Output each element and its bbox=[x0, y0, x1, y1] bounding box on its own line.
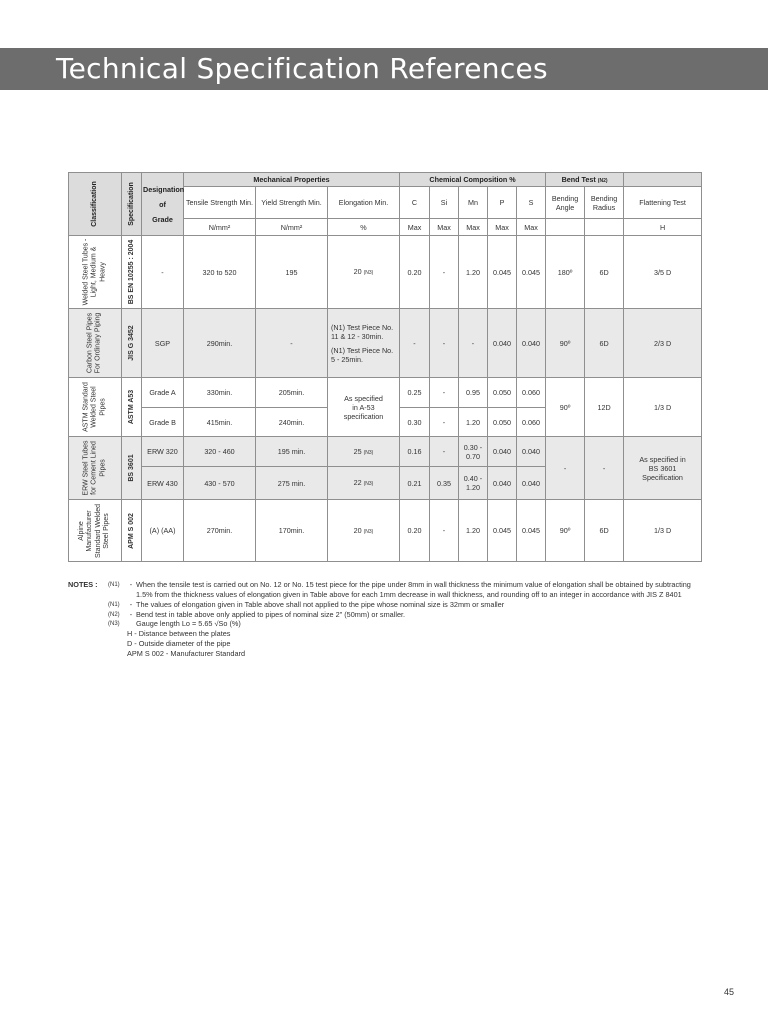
table-row bbox=[69, 437, 702, 467]
s-cell: 0.045 bbox=[517, 500, 546, 562]
specification-cell: BS EN 10255 : 2004 bbox=[122, 236, 142, 309]
unit-si: Max bbox=[430, 219, 459, 236]
bending-radius-cell: 6D bbox=[585, 309, 624, 378]
si-cell: - bbox=[430, 236, 459, 309]
note-text: When the tensile test is carried out on No. 12 or No. 15 test piece for the pipe under 8mm in wall thickness the minimum value of elongation shall be obtained by subtracting 1.5% from the thickness values of elongation given in Table above for each 1mm decrease in wall thickness, and rounding off to an integer in accordance with JIS Z 8401 bbox=[136, 580, 691, 599]
flattening-cell: 1/3 D bbox=[624, 500, 702, 562]
tensile-cell: 320 to 520 bbox=[184, 236, 256, 309]
note-text: Bend test in table above only applied to pipes of nominal size 2" (50mm) or smaller. bbox=[136, 609, 406, 619]
elongation-cell: 20 (N3) bbox=[328, 500, 400, 562]
flattening-cell: 3/5 D bbox=[624, 236, 702, 309]
table-row bbox=[69, 378, 702, 408]
bending-angle-cell: 90º bbox=[546, 378, 585, 437]
table-row bbox=[69, 309, 702, 378]
notes-section bbox=[68, 580, 704, 659]
tensile-cell: 430 - 570 bbox=[184, 467, 256, 500]
chemical-composition-header: Chemical Composition % bbox=[400, 173, 546, 187]
specification-table bbox=[68, 172, 702, 562]
note-tag: (N1) bbox=[108, 601, 120, 608]
unit-elongation: % bbox=[328, 219, 400, 236]
note-dash: - bbox=[129, 609, 133, 619]
yield-strength-header: Yield Strength Min. bbox=[256, 187, 328, 219]
mn-cell: 0.40 - 1.20 bbox=[459, 467, 488, 500]
classification-cell: ASTM Standard Welded Steel Pipes bbox=[69, 378, 122, 437]
p-cell: 0.050 bbox=[488, 408, 517, 437]
flattening-header-top bbox=[624, 173, 702, 187]
note-item bbox=[68, 610, 704, 620]
elongation-cell: 20 (N3) bbox=[328, 236, 400, 309]
s-cell: 0.040 bbox=[517, 467, 546, 500]
note-item bbox=[68, 619, 704, 629]
yield-cell: 170min. bbox=[256, 500, 328, 562]
elongation-cell: 25 (N3) bbox=[328, 437, 400, 467]
flattening-cell: 1/3 D bbox=[624, 378, 702, 437]
c-cell: - bbox=[400, 309, 430, 378]
mn-cell: 1.20 bbox=[459, 408, 488, 437]
tensile-cell: 290min. bbox=[184, 309, 256, 378]
p-cell: 0.040 bbox=[488, 467, 517, 500]
note-tag: (N1) bbox=[108, 582, 120, 588]
elongation-cell: (N1) Test Piece No. 11 & 12 - 30min. (N1) Test Piece No. 5 - 25min. bbox=[328, 309, 400, 378]
top-white-band bbox=[0, 0, 768, 48]
specification-cell: ASTM A53 bbox=[122, 378, 142, 437]
si-header: Si bbox=[430, 187, 459, 219]
note-legend-apm: APM S 002 - Manufacturer Standard bbox=[127, 648, 246, 658]
s-cell: 0.060 bbox=[517, 378, 546, 408]
specification-cell: JIS G 3452 bbox=[122, 309, 142, 378]
tensile-cell: 270min. bbox=[184, 500, 256, 562]
unit-tensile: N/mm² bbox=[184, 219, 256, 236]
si-cell: - bbox=[430, 500, 459, 562]
elongation-cell: As specified in A-53 specification bbox=[328, 378, 400, 437]
p-header: P bbox=[488, 187, 517, 219]
grade-cell: ERW 320 bbox=[142, 437, 184, 467]
unit-p: Max bbox=[488, 219, 517, 236]
classification-cell: Welded Steel Tubes - Light, Medium & Heavy bbox=[69, 236, 122, 309]
c-cell: 0.16 bbox=[400, 437, 430, 467]
si-cell: 0.35 bbox=[430, 467, 459, 500]
s-header: S bbox=[517, 187, 546, 219]
grade-cell: (A) (AA) bbox=[142, 500, 184, 562]
unit-bending-radius bbox=[585, 219, 624, 236]
table-row bbox=[69, 500, 702, 562]
yield-cell: 240min. bbox=[256, 408, 328, 437]
c-header: C bbox=[400, 187, 430, 219]
note-item bbox=[68, 580, 704, 600]
si-cell: - bbox=[430, 309, 459, 378]
c-cell: 0.20 bbox=[400, 500, 430, 562]
mn-header: Mn bbox=[459, 187, 488, 219]
note-tag: (N3) bbox=[108, 621, 120, 628]
note-dash: - bbox=[129, 599, 133, 609]
c-cell: 0.30 bbox=[400, 408, 430, 437]
s-cell: 0.040 bbox=[517, 437, 546, 467]
tensile-cell: 330min. bbox=[184, 378, 256, 408]
unit-c: Max bbox=[400, 219, 430, 236]
mn-cell: 1.20 bbox=[459, 500, 488, 562]
bending-radius-cell: 6D bbox=[585, 236, 624, 309]
tensile-strength-header: Tensile Strength Min. bbox=[184, 187, 256, 219]
unit-flattening: H bbox=[624, 219, 702, 236]
title-bar bbox=[0, 48, 768, 90]
bending-angle-cell: 90º bbox=[546, 500, 585, 562]
grade-cell: ERW 430 bbox=[142, 467, 184, 500]
grade-cell: Grade A bbox=[142, 378, 184, 408]
unit-s: Max bbox=[517, 219, 546, 236]
si-cell: - bbox=[430, 408, 459, 437]
mechanical-properties-header: Mechanical Properties bbox=[184, 173, 400, 187]
note-legend-h: H - Distance between the plates bbox=[127, 629, 231, 639]
yield-cell: 205min. bbox=[256, 378, 328, 408]
note-item bbox=[68, 600, 704, 610]
c-cell: 0.25 bbox=[400, 378, 430, 408]
grade-cell: SGP bbox=[142, 309, 184, 378]
designation-header: Designation of Grade bbox=[142, 173, 184, 236]
unit-mn: Max bbox=[459, 219, 488, 236]
s-cell: 0.045 bbox=[517, 236, 546, 309]
grade-cell: Grade B bbox=[142, 408, 184, 437]
si-cell: - bbox=[430, 378, 459, 408]
mn-cell: 0.30 - 0.70 bbox=[459, 437, 488, 467]
s-cell: 0.040 bbox=[517, 309, 546, 378]
bending-angle-header: Bending Angle bbox=[546, 187, 585, 219]
tensile-cell: 320 - 460 bbox=[184, 437, 256, 467]
grade-cell: - bbox=[142, 236, 184, 309]
si-cell: - bbox=[430, 437, 459, 467]
classification-header: Classification bbox=[69, 173, 122, 236]
bending-radius-cell: 12D bbox=[585, 378, 624, 437]
header-row-1 bbox=[69, 173, 702, 187]
note-text: The values of elongation given in Table above shall not applied to the pipe whose nominal size is 32mm or smaller bbox=[136, 599, 505, 609]
classification-cell: Alpine Manufacturer Standard Welded Steel Pipes bbox=[69, 500, 122, 562]
elongation-cell: 22 (N3) bbox=[328, 467, 400, 500]
p-cell: 0.040 bbox=[488, 437, 517, 467]
bend-test-header: Bend Test (N2) bbox=[546, 173, 624, 187]
yield-cell: - bbox=[256, 309, 328, 378]
table-row bbox=[69, 236, 702, 309]
bending-angle-cell: 90º bbox=[546, 309, 585, 378]
bending-radius-cell: 6D bbox=[585, 500, 624, 562]
bending-radius-cell: - bbox=[585, 437, 624, 500]
mn-cell: - bbox=[459, 309, 488, 378]
specification-header: Specification bbox=[122, 173, 142, 236]
p-cell: 0.045 bbox=[488, 236, 517, 309]
bending-angle-cell: - bbox=[546, 437, 585, 500]
unit-bending-angle bbox=[546, 219, 585, 236]
note-dash: - bbox=[129, 580, 133, 589]
yield-cell: 195 bbox=[256, 236, 328, 309]
note-dash bbox=[126, 619, 136, 629]
elongation-header: Elongation Min. bbox=[328, 187, 400, 219]
note-text: Gauge length Lo = 5.65 √So (%) bbox=[136, 619, 241, 629]
p-cell: 0.050 bbox=[488, 378, 517, 408]
specification-cell: BS 3601 bbox=[122, 437, 142, 500]
page-number: 45 bbox=[724, 987, 735, 997]
yield-cell: 275 min. bbox=[256, 467, 328, 500]
yield-cell: 195 min. bbox=[256, 437, 328, 467]
classification-cell: ERW Steel Tubes for Cement Lined Pipes bbox=[69, 437, 122, 500]
unit-yield: N/mm² bbox=[256, 219, 328, 236]
c-cell: 0.20 bbox=[400, 236, 430, 309]
s-cell: 0.060 bbox=[517, 408, 546, 437]
specification-cell: APM S 002 bbox=[122, 500, 142, 562]
p-cell: 0.045 bbox=[488, 500, 517, 562]
notes-label: NOTES : bbox=[68, 580, 98, 589]
mn-cell: 1.20 bbox=[459, 236, 488, 309]
bending-angle-cell: 180º bbox=[546, 236, 585, 309]
flattening-cell: As specified in BS 3601 Specification bbox=[624, 437, 702, 500]
p-cell: 0.040 bbox=[488, 309, 517, 378]
tensile-cell: 415min. bbox=[184, 408, 256, 437]
bending-radius-header: Bending Radius bbox=[585, 187, 624, 219]
flattening-test-header: Flattening Test bbox=[624, 187, 702, 219]
classification-cell: Carbon Steel Pipes For Ordinary Piping bbox=[69, 309, 122, 378]
note-tag: (N2) bbox=[108, 611, 120, 618]
mn-cell: 0.95 bbox=[459, 378, 488, 408]
c-cell: 0.21 bbox=[400, 467, 430, 500]
flattening-cell: 2/3 D bbox=[624, 309, 702, 378]
page-title: Technical Specification References bbox=[56, 52, 548, 85]
note-legend-d: D - Outside diameter of the pipe bbox=[127, 639, 231, 649]
